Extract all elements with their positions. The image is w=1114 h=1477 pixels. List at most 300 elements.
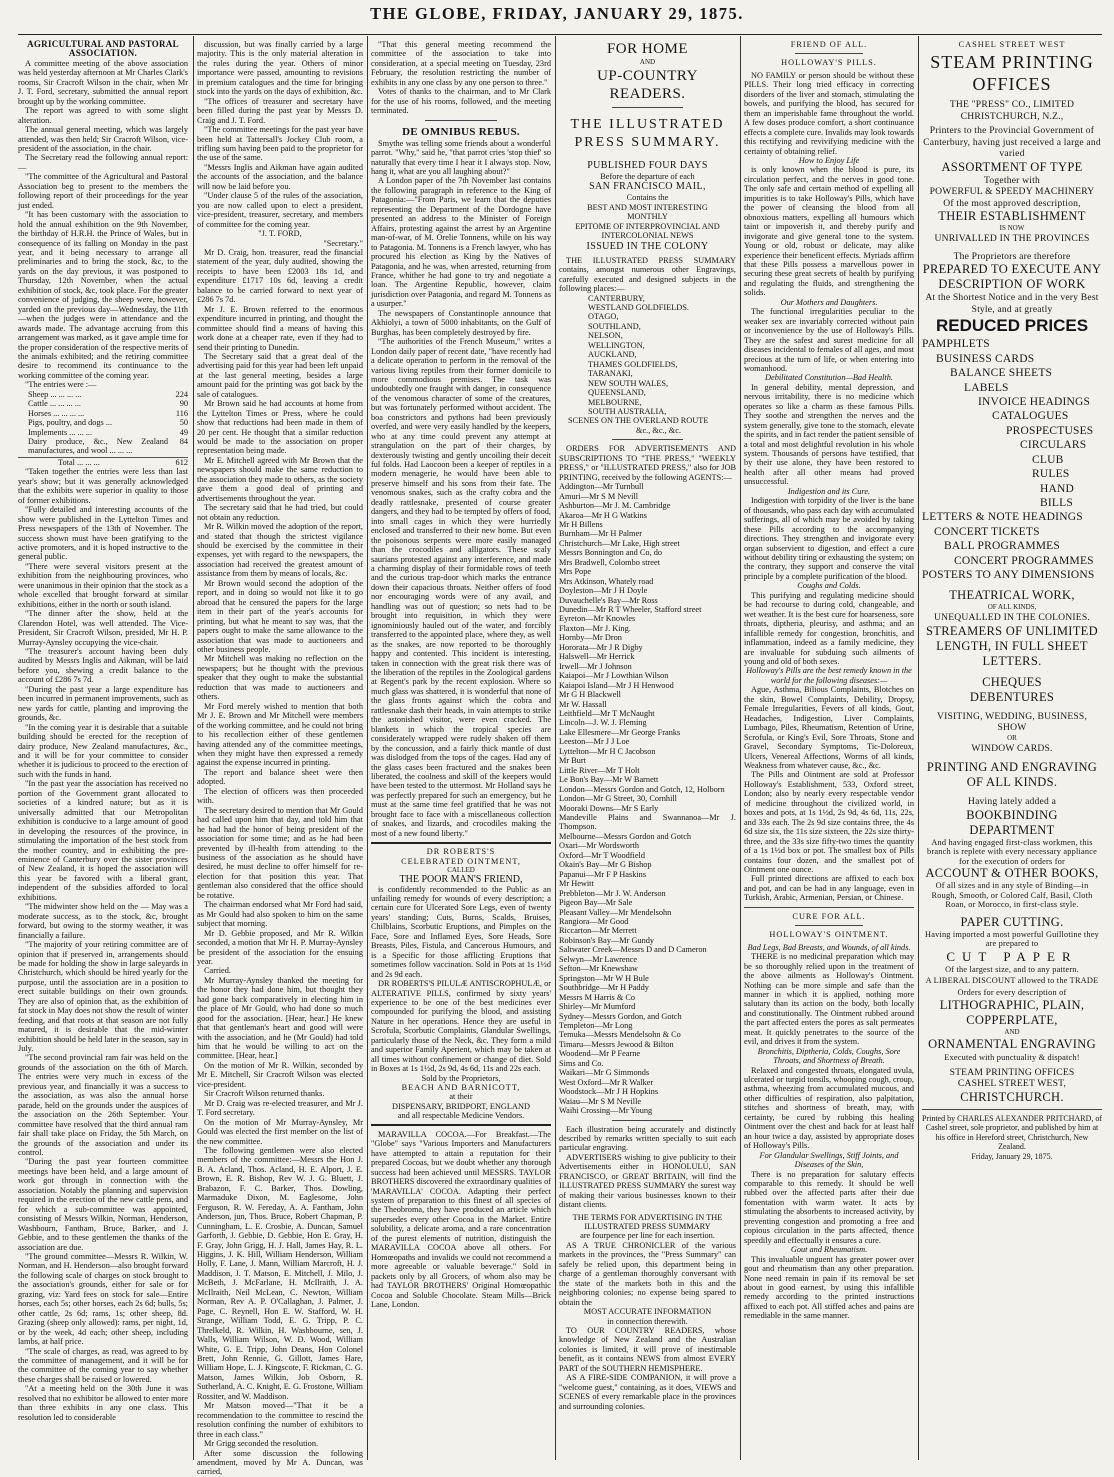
promo-line: Of the most approved description, <box>943 197 1081 209</box>
subheading: Indigestion and its Cure. <box>787 486 871 496</box>
top-rule <box>18 34 1102 35</box>
ad-line: BEACH AND BARNICOTT, <box>401 1083 521 1093</box>
place: NEW SOUTH WALES, <box>588 378 669 388</box>
ad-paragraph: DR ROBERTS'S PILULÆ ANTISCROPHULÆ, or ALTERATIVE PILLS, confirmed by sixty years' experience to be one of the best medicines ever compounded for purifying the blood, and assisting Nature in her operations. Hence they are useful in Scrofula, Scorbutic Complaints, Glandular Swellings, particularly those of the Neck, &c. They form a mild and superior Family Aperient, which may be taken at all times without confinement or change of diet. Sold in Boxes at 1s 1½d, 2s 9d, 4s 6d, 11s and 22s each. <box>371 979 551 1074</box>
agent: Okain's Bay—Mr G Bishop <box>559 860 652 870</box>
column-illustrated-press-summary <box>559 40 736 1458</box>
promo-line: Orders for every description of <box>957 987 1067 997</box>
agent: Hornby—Mr Dron <box>559 633 622 643</box>
print-item: PAMPHLETS <box>922 338 990 351</box>
promo-line: ORNAMENTAL ENGRAVING <box>928 1037 1096 1052</box>
print-item: INVOICE HEADINGS <box>978 396 1091 409</box>
agent: Halswell—Mr Herrick <box>559 652 635 662</box>
paragraph: Mr D. Craig, hon. treasurer, read the financial statement of the year, duly audited, showing the receipts to have been £2003 18s 1d, and expenditure £1717 10s 6d, leaving a credit balance to be carried forward to next year of £286 7s 7d. <box>197 247 363 305</box>
separator <box>612 1120 683 1121</box>
paragraph: The newspapers of Constantinople announce that Akhiolyi, a town of 5000 inhabitants, on the Gulf of Burghas, has been completely destroyed by fire. <box>371 308 551 337</box>
ad-line: Sold by the Proprietors, <box>421 1073 501 1083</box>
promo-line: DESCRIPTION OF WORK <box>938 277 1086 292</box>
agent: Amuri—Mr S M Nevill <box>559 491 639 501</box>
line: THE TERMS FOR ADVERTISING IN THE ILLUSTRATED PRESS SUMMARY <box>572 1212 723 1232</box>
promo-line: Having lately added a <box>967 796 1057 808</box>
paragraph: is only known when the blood is pure, its circulation perfect, and the nerves in good tone. The only safe and certain method of expelling all impurities is to take Holloway's Pills, which have the power of cleansing the blood from all obnoxious matters, expelling all humours which taint or impoverish it, and thereby purify and invigorate and give general tone to the system. Young or old, robust or delicate, may alike experience their beneficent effects. Myriads affirm that these Pills possess a marvellous power in securing these great secrets of health by purifying and regulating the fluids, and strengthening the solids. <box>744 165 914 298</box>
promo-line: The Proprietors are therefore <box>953 250 1071 262</box>
promo-line: Having imported a most powerful Guillotine they are prepared to <box>925 929 1099 949</box>
line: Contains the <box>626 193 669 203</box>
promo-line: COPPERPLATE, <box>966 1013 1058 1028</box>
column-agricultural-association <box>18 40 188 1458</box>
paragraph: "Fully detailed and interesting accounts of the show were published in the Lyttelton Times and Press newspapers of the 13th of November. The success shown must have been gratifying to the active promoters, and it is hoped instructive to the general public. <box>18 505 188 562</box>
agent: Woodend—Mr P Fearne <box>559 1049 641 1059</box>
paragraph: Mr Brown would second the adoption of the report, and in doing so would not like it to go abroad that he censured the papers for the large item in their part of the year's accounts for printing, but what he meant to say was, that the papers ought to make the same allowance to the association that was made to auctioneers and other business people. <box>197 578 363 654</box>
promo-line: STEAM PRINTING OFFICES <box>949 1066 1075 1078</box>
paragraph: Mr Grigg seconded the resolution. <box>204 1439 319 1449</box>
print-item: CATALOGUES <box>992 410 1069 423</box>
promo-line: At the Shortest Notice and in the very Best Style, and at greatly <box>925 292 1099 315</box>
agent: Melbourne—Messrs Gordon and Gotch <box>559 831 692 841</box>
subheading: Our Mothers and Daughters. <box>780 297 878 307</box>
agent: Robinson's Bay—Mr Gundy <box>559 935 655 945</box>
masthead: THE GLOBE, FRIDAY, JANUARY 29, 1875. <box>370 4 744 23</box>
paragraph: On the motion of Mr Murray-Aynsley, Mr Gould was elected the first member on the list of the new committee. <box>197 1117 363 1146</box>
entry-row: Horses ... ... ... ... 116 <box>28 408 188 418</box>
signature-title: "Secretary." <box>323 238 363 248</box>
agent: Waihi Crossing—Mr Young <box>559 1106 653 1116</box>
promo-line: BOOKBINDING DEPARTMENT <box>966 807 1058 837</box>
separator <box>795 925 863 926</box>
paragraph: "That this general meeting recommend the committee of the association to take into consideration, at a special meeting on Tuesday, 23rd February, the resolution restricting the number of exhibits in any one class by any one person to three." <box>371 40 551 87</box>
promo-line: AND <box>1004 1028 1020 1037</box>
paragraph: TO OUR COUNTRY READERS, whose knowledge of New Zealand and the Australian colonies is limited, it will prove of inestimable benefit, as it contains NEWS from almost EVERY PART of the SOUTHERN HEMISPHERE. <box>559 1326 736 1373</box>
line: MONTHLY <box>627 212 668 222</box>
agent: Lyttelton—Mr H C Jacobson <box>559 746 656 756</box>
agent: Leithfield—Mr T McNaught <box>559 709 655 719</box>
entry-row: Cattle ... ... ... ... 90 <box>28 399 188 409</box>
subheading: Gout and Rheumatism. <box>790 1245 868 1255</box>
agent: Oxford—Mr T Woodfield <box>559 850 645 860</box>
promo-line: Together with <box>983 174 1040 186</box>
ad-heading: FRIEND OF ALL. <box>790 40 868 49</box>
ad-heading: THE POOR MAN'S FRIEND, <box>399 874 523 886</box>
promo-line: Executed with punctuality & dispatch! <box>944 1053 1080 1063</box>
paragraph: The report was agreed to with some slight alteration. <box>18 106 188 125</box>
promo-line: POWERFUL & SPEEDY MACHINERY <box>929 186 1095 198</box>
ad-paragraph: is confidently recommended to the Public as an unfailing remedy for wounds of every description; a certain cure for Ulcerated Sore Legs, even of twenty years' standing; Cuts, Burns, Scalds, Bruises, Chilblains, Scorbutic Eruptions, and Pimples on the Face, Sore and Inflamed Eyes, Sore Heads, Sore Breasts, Piles, Fistula, and Cancerous Humours, and is a Specific for those afflicting Eruptions that sometimes follow vaccination. Sold in Pots at 1s 1½d and 2s 9d each. <box>371 884 551 979</box>
paragraph: "Taken together the entries were less than last year's show; but it was generally acknowledged that the exhibits were superior in quality to those of former exhibitions. <box>18 467 188 505</box>
section-title: DE OMNIBUS REBUS. <box>402 125 520 138</box>
place: SCENES ON THE OVERLAND ROUTE <box>568 416 709 426</box>
place: TARANAKI, <box>588 369 633 379</box>
agent: Pleasant Valley—Mr Mendelsohn <box>559 907 672 917</box>
address-line: CASHEL STREET WEST <box>958 40 1066 49</box>
promo-line: THEATRICAL WORK, <box>949 588 1075 603</box>
agent: Dunedin—Mr R T Wheeler, Stafford street <box>559 605 702 615</box>
line: BEST AND MOST INTERESTING <box>587 202 708 212</box>
paragraph: "In the coming year it is desirable that a suitable building should be erected for the reception of dairy produce, New Zealand manufactures, &c., and it will be for your committee to consider whether it is judicious to proceed to the erection of such with the funds in hand. <box>18 722 188 779</box>
agent: Southbridge—Mr H Paddy <box>559 983 649 993</box>
promo-line: CONCERT PROGRAMMES <box>954 554 1094 567</box>
print-item: LABELS <box>964 381 1009 394</box>
paragraph: "During the past year a large expenditure has been incurred in permanent improvements, such as new yards for cattle, planting and improving the grounds, &c. <box>18 684 188 723</box>
line: PUBLISHED FOUR DAYS <box>587 160 708 171</box>
column-steam-printing-offices <box>922 40 1102 1458</box>
paragraph: "The majority of your retiring committee are of opinion that if preserved in, arrangements should be made for holding the show in large saleyards in Christchurch, which should be hired yearly for the purpose, until the association are in a position to erect suitable buildings on their own grounds. They are also of opinion that, as the exhibition of fat stock in May does not show the result of winter feeding, and that roots at that season are not fully matured, it is desirable that the mid-winter exhibition should be held later in the season, say in July. <box>18 940 188 1054</box>
paragraph: A committee meeting of the above association was held yesterday afternoon at Mr Charles Clark's rooms, Sir Cracroft Wilson in the chair, when Mr J. T. Ford, secretary, submitted the annual report brought up by the working committee. <box>18 58 188 106</box>
paragraph: "The treasurer's account having been duly audited by Messrs Inglis and Aikman, will be laid before you, shewing a credit balance to the account of £286 7s 7d. <box>18 647 188 685</box>
agent: Kaiapoi Island—Mr J H Henwood <box>559 680 674 690</box>
agent: Burnham—Mr H Palmer <box>559 529 642 539</box>
print-item: CIRCULARS <box>1020 439 1087 452</box>
paragraph: "The ground committee—Messrs R. Wilkin, W. Norman, and H. Henderson—also brought forward the following scale of charges on stock brought to the association's grounds, either for sale or for grazing, viz: Yard fees on stock for sale—Entire horses, each 5s; other horses, each 2s 6d; bulls, 5s; other cattle, 2s 6d; rams, 1s; other sheep, 8d. Grazing (sheep only allowed): rams, per night, 1d, or by the week, 4d each; other sheep, including lambs, at half price. <box>18 1252 188 1347</box>
paragraph: This invaluable unguent has greater power over gout and rheumatism than any other preparation. None need remain in pain if its removal be set about in good earnest, by using this infallible remedy according to the printed instructions affixed to each pot. All stiffed aches and pains are remediable in the same manner. <box>744 1254 914 1321</box>
ad-heading: CELEBRATED OINTMENT, <box>401 856 521 866</box>
promo-line: Of all sizes and in any style of Binding—in Rough, Smooth, or Colored Calf, Basil, Cloth Roan, or Morocco, in first-class style. <box>931 881 1093 910</box>
promo-line: And having engaged first-class workmen, this branch is replete with every necessary appliance for the execution of orders for <box>927 837 1097 866</box>
separator <box>922 1109 1102 1110</box>
line: EPITOME OF INTERPROVINCIAL AND <box>575 221 720 231</box>
agent: Waikari—Mr G Simmonds <box>559 1068 650 1078</box>
press-summary-logo: THE ILLUSTRATED <box>570 117 725 132</box>
agent: Mr W. Hassall <box>559 699 607 709</box>
paragraph: Mr Murray-Aynsley thanked the meeting for the honor they had done him, but thought they had gone back comparatively in electing him in the place of Mr Gould, who had done so much good for the association. [Hear, hear.] He knew that that gentleman's heart and good will were with the association, and he (Mr Gould) had told him that he would be willing to act on the committee. [Hear, hear.] <box>197 975 363 1061</box>
agent: Ashburton—Mr J. M. Cambridge <box>559 501 671 511</box>
print-item: HAND BILLS <box>1040 482 1075 509</box>
paragraph: ADVERTISERS wishing to give publicity to their Advertisements either in HONOLULU, SAN FRANCISCO, or GREAT BRITAIN, will find the ILLUSTRATED PRESS SUMMARY the surest way of making their various businesses known to their distant clients. <box>559 1152 736 1210</box>
paragraph: Indigestion with torpidity of the liver is the bane of thousands, who pass each day with accumulated sufferings, all of which may be avoided by taking these Pills according to the accompanying directions. They strengthen and invigorate every organ subservient to digestion, and effect a cure without debility tiring or exhausting the system; on the contrary, they support and conserve the vital principle by a complete purification of the blood. <box>744 496 914 581</box>
print-items-list <box>922 337 1102 510</box>
agent: Akaroa—Mr H G Watkins <box>559 510 647 520</box>
paragraph: Mr Ford merely wished to mention that both Mr J. E. Brown and Mr Mitchell were members of the working committee, and he could not bring to his recollection either of these gentlemen having attended any of the committee meetings, when they might have then expressed a remedy against the expense incurred in printing. <box>197 701 363 768</box>
place: CANTERBURY, <box>588 293 645 303</box>
place: THAMES GOLDFIELDS, <box>588 359 678 369</box>
paragraph: Relaxed and congested throats, elongated uvula, ulcerated or turgid tonsils, whooping cough, croup, asthma, wheezing from accumulated mucous, and other difficulties of respiration, also palpitation, stitches and shortness of breath, may, with certainty, be cured by rubbing this healing Ointment over the chest and back for at least half an hour twice a day, assisted by appropriate doses of Holloway's Pills. <box>744 1065 914 1151</box>
paragraph: The following gentlemen were also elected members of the committee:—Messrs the Hon J. B. A. Acland, Thos. Acland, H. E. Alport, J. E. Brown, E. R. Bishop, Rev W. J. G. Bluett, J. Brabazon, F. C. Barker, Thos. Dowling, Marmaduke Dixon, M. Eaglesome, John Ferguson, R. W. Fereday, A. A. Fantham, John Anderson, jun, Thos. Bruce, Robert Chapman, P. Cunningham, L. E. Crosbie, A. Duncan, Samuel Garforth, J. Gebbie, D. Gebbie, Hon E. Gray, H. F. Gray, John Grigg, H. J. Hall, James Hay, R. L. Higgins, J. K. Hill, William Henderson, William Holly, F. Lane, J. Mann, William Marcroft, H. J. Maddison, J. T. Matson, E. Mitchell, J. Milo, J. McBeth, J. McFarlane, H. McIlraith, J. A. McIlraith, Neil McLean, C. Newton, William Norman, Rev A. P. O'Callaghan, J. Palmer, J. Page, C. Reynell, Hon E. W. Stafford, W. H. Strange, William Todd, E. G. Tripp, P. C. Threlkeld, R. Wilkin, H. Washbourne, sen, J. Walls, William Wilson, W. D. Wood, William White, G. E. Tripp, John Deans, Hon Colonel Brett, John Rennie, G. Gillott, James Hare, William Hope, L. J. Kingscote, F. Rickman, C. G. Matson, James Wilkin, Job Osborn, R. Sutherland, A. C. Knight, E. G. Frostone, William Rossiter, and W. Maddison. <box>197 1146 363 1401</box>
paragraph: A London paper of the 7th November last contains the following paragraph in reference to the King of Patagonia:—"From Paris, we learn that the deputies representing the Department of the Dordogne have presented an address to the Minister of Foreign Affairs, protesting against the arrest by an Argentine man-of-war, of M. Orelie Tonnens, while on his way to Patagonia. M. Tonnens is a French lawyer, who has procured his election as King by the Natives of Patagonia, and he was, when arrested, returning from France, whither he had gone to try and negotiate a loan. The Argentine Republic, however, claim jurisdiction over Patagonia, and regard M. Tonnens as a usurper." <box>371 176 551 309</box>
promo-line: Of the largest size, and to any pattern. <box>945 964 1079 974</box>
paragraph: "In the past year the association has received no portion of the Government grant allocated to societies of a kindred nature; but as it is universally admitted that our Metropolitan exhibition is conducive to a large amount of good in developing the resources of the province, in stimulating the importation of the best stock from the mother country, and in exhibiting the pre-eminence of Canterbury over the sister provinces of New Zealand, it is hoped the association will this year be favored with a liberal grant, independent of the subsidies afforded to local exhibitions. <box>18 779 188 902</box>
subheading: For Glandular Swellings, Stiff Joints, and Diseases of the Skin, <box>759 1150 899 1170</box>
ad-line: and all respectable Medicine Vendors. <box>397 1111 525 1121</box>
place: OTAGO, <box>588 312 619 322</box>
company-city: CHRISTCHURCH, N.Z., <box>960 110 1064 122</box>
promo-line: PAPER CUTTING. <box>960 914 1064 929</box>
paragraph: Mr D. Gebbie proposed, and Mr R. Wilkin seconded, a motion that Mr H. P. Murray-Aynsley be president of the association for the ensuing year. <box>197 928 363 966</box>
paragraph: This purifying and regulating medicine should be had recourse to during cold, changeable, and wet weather. It is the best cure for hoarseness, sore throats, diptheria, pleurisy, and asthma; and an infallible remedy for congestion, bronchitis, and inflammation, indeed as a family medicine, they are invaluable for subduing such ailments of young and old of both sexes. <box>744 590 914 666</box>
agent: Flaxton—Mr J. King. <box>559 623 631 633</box>
subheading: Coughs and Colds. <box>797 581 861 591</box>
column-divider <box>740 36 741 1460</box>
agent: Sydney—Messrs Gordon, and Gotch <box>559 1011 682 1021</box>
agent: Mr Burt <box>559 756 586 766</box>
paragraph: "The scale of charges, as read, was agreed to by the committee of management, and it will be for the committee of the coming year to say whether these charges shall be raised or lowered. <box>18 1346 188 1384</box>
promo-line: PREPARED TO EXECUTE ANY <box>922 262 1102 277</box>
promo-line: PRINTING AND ENGRAVING <box>926 760 1098 775</box>
paragraph: The Secretary read the following annual report:— <box>18 153 188 172</box>
promo-line: LITHOGRAPHIC, PLAIN, <box>939 998 1085 1013</box>
paragraph: Mr E. Mitchell agreed with Mr Brown that the newspapers should make the same reduction to the association they made to others, as the society gave them a good deal of printing and advertisements throughout the year. <box>197 455 363 503</box>
paragraph: The functional irregularities peculiar to the weaker sex are invariably corrected without pain or inconvenience by the use of Holloway's Pills. They are the safest and surest medicine for all diseases incidental to females of all ages, and most precious at the turn of life, or when entering into womanhood. <box>744 307 914 373</box>
print-item: PROSPECTUSES <box>1006 424 1094 437</box>
paragraph: NO FAMILY or person should be without these PILLS. Their long tried efficacy in correcting disorders of the liver and stomach, stimulating the bowels, and purifying the blood, has secured for them an imperishable fame throughout the world. A few doses produce comfort, a short continuance effects a complete cure. Invalids may look towards this rectifying and revivifying medicine with the certainty of obtaining relief. <box>744 70 914 156</box>
agent: Mrs Atkinson, Whately road <box>559 576 654 586</box>
agent: Leeston—Mr J J Loe <box>559 737 630 747</box>
place: WELLINGTON, <box>588 340 645 350</box>
paragraph: The Secretary said that a great deal of the advertising paid for this year had been left unpaid at the last general meeting, besides a large amount paid for the printing was got back by the sale of catalogues. <box>197 351 363 399</box>
paragraph: After some discussion the following amendment, moved by Mr A. Duncan, was carried, <box>197 1448 363 1477</box>
column-divider <box>367 36 368 1460</box>
agent: Hororata—Mr J R Digby <box>559 642 643 652</box>
entries-table <box>18 390 188 468</box>
column-de-omnibus-rebus <box>371 40 551 1458</box>
imprint-date: Friday, January 29, 1875. <box>971 1151 1053 1161</box>
promo-line: THEIR ESTABLISHMENT <box>938 209 1086 224</box>
agent: Sims and Co. <box>559 1058 604 1068</box>
paragraph: Votes of thanks to the chairman, and to Mr Clark for the use of his rooms, followed, and the meeting terminated. <box>371 87 551 116</box>
separator <box>744 907 914 908</box>
paragraph: "Messrs Inglis and Aikman have again audited the accounts of the association, and the balance will now be laid before you. <box>197 162 363 191</box>
paragraph: Carried. <box>204 966 231 976</box>
paragraph: "There were several visitors present at the exhibition from the neighbouring provinces, who were unanimous in their opinion that the stock as a whole excelled that brought forward at similar exhibitions, either in the north or south island. <box>18 561 188 609</box>
paragraph: "During the past year fourteen committee meetings have been held, and a large amount of work got through in connection with the association. Notably the planning and supervision required in the erection of the new cattle pens, and for which a sub-committee was appointed, consisting of Messrs Wilkin, Norman, Henderson, Washbourn, Fantham, Bruce, Barker, and J. Gebbie, and to these gentlemen the thanks of the association are due. <box>18 1157 188 1252</box>
paragraph: "The offices of treasurer and secretary have been filled during the past year by Messrs D. Craig and J. T. Ford. <box>197 96 363 125</box>
paragraph: Smythe was telling some friends about a wonderful parrot. "Why," said he, "that parrot cries 'stop thief' so naturally that every time I hear it I always stop. Now, hang it, what are you all laughing about?" <box>371 138 551 176</box>
separator <box>612 107 683 108</box>
print-item: BUSINESS CARDS <box>936 352 1035 365</box>
agent: Le Bon's Bay—Mr W Barnett <box>559 775 659 785</box>
agents-list <box>559 482 736 1115</box>
advertisement-dr-roberts <box>371 842 551 1126</box>
place: &c., &c., &c. <box>636 425 681 435</box>
subheading: Bad Legs, Bad Breasts, and Wounds, of all kinds. <box>747 942 911 952</box>
place: WESTLAND GOLDFIELDS. <box>588 302 689 312</box>
advertisement-maravilla-cocoa: MARAVILLA COCOA.—For Breakfast.—The "Globe" says "Various Importers and Manufacturers have attempted to attain a reputation for their prepared Cocoas, but we doubt whether any thorough success had been achieved until MESSRS. TAYLOR BROTHERS discovered the extraordinary qualities of 'MARAVILLA' COCOA. Adapting their perfect system of preparation to this finest of all species of the Theobroma, they have produced an article which supersedes every other Cocoa in the Market. Entire solubility, a delicate aroma, and a rare concentration of the purest elements of nutrition, distinguish the MARAVILLA COCOA above all others. For Homœopaths and invalids we could not recommend a more agreeable or valuable beverage." Sold in packets only by all Grocers, of whom also may be had TAYLOR BROTHERS' Original Homœopathic Cocoa and Soluble Chocolate. Steam Mills—Brick Lane, London. <box>371 1129 551 1309</box>
paragraph: The secretary desired to mention that Mr Gould had called upon him that day, and told him that he had had the honor of being president of the association for some time; and as he had been prevented by ill-health from attending to the business of the association as he should have desired, he must decline to offer himself for re-election for that position this year. That gentleman also considered that the office should be rotative. <box>197 805 363 900</box>
article-title: AGRICULTURAL AND PASTORAL ASSOCIATION. <box>27 39 179 59</box>
paragraph: AS A TRUE CHRONICLER of the various markets in the provinces, the "Press Summary" can safely be relied upon, this department being in charge of a gentleman thoroughly conversant with the state of the markets both in this and the neighboring colonies; no expense being spared to obtain the <box>559 1240 736 1307</box>
places-list <box>559 294 736 436</box>
subheading: How to Enjoy Life <box>798 155 860 165</box>
entry-total-row: Total ... ... ... 612 <box>18 457 188 467</box>
separator <box>612 439 683 440</box>
promo-line: POSTERS TO ANY DIMENSIONS <box>922 568 1095 581</box>
paragraph: Full printed directions are affixed to each box and pot, and can be had in any language, even in Turkish, Arabic, Armenian, Persian, or Chinese. <box>744 874 914 903</box>
heading-small: AND <box>639 58 656 66</box>
ad-line: DISPENSARY, BRIDPORT, ENGLAND <box>392 1101 530 1111</box>
place: MELBOURNE, <box>588 397 642 407</box>
ad-heading: HOLLOWAY'S OINTMENT. <box>769 930 889 940</box>
press-summary-logo: PRESS SUMMARY. <box>574 135 721 150</box>
promo-line: ACCOUNT & OTHER BOOKS, <box>925 866 1099 881</box>
promo-line: LENGTH, IN FULL SHEET <box>936 638 1088 653</box>
paragraph: Printers to the Provincial Government of Canterbury, having just received a large and varied <box>923 125 1101 160</box>
paragraph: Sir Cracroft Wilson returned thanks. <box>204 1089 325 1099</box>
line: INTERCOLONIAL NEWS <box>601 231 694 241</box>
column-holloways <box>744 40 914 1458</box>
ad-heading: DR ROBERTS'S <box>426 847 496 857</box>
paragraph: The secretary said that he had tried, but could not obtain any reduction. <box>197 503 363 522</box>
agent: London—Mr G Street, 30, Cornhill <box>559 794 677 804</box>
column-divider <box>555 36 556 1460</box>
paragraph: "The committee of the Agricultural and Pastoral Association beg to present to the members the following report of their proceedings for the year just ended. <box>18 172 188 210</box>
paragraph: THE ILLUSTRATED PRESS SUMMARY contains, amongst numerous other Engravings, carefully executed and designed subjects in the following places:— <box>559 255 736 294</box>
printing-offices-logo: STEAM PRINTING OFFICES <box>930 52 1094 95</box>
ad-heading: HOLLOWAY'S PILLS. <box>781 58 877 68</box>
paragraph: "The second provincial ram fair was held on the grounds of the association on the 6th of March. The entries were very much in excess of the previous year, and financially it was a success to the association, as was also the annual horse parade, held on the grounds under the auspices of the association on the 26th September. Your committee have resolved that the third annual ram fair shall take place on Friday, the 5th March, on the grounds of the association and under its control. <box>18 1053 188 1158</box>
promo-line: A LIBERAL DISCOUNT allowed to the TRADE <box>925 976 1099 986</box>
paragraph: "The authorities of the French Museum," writes a London daily paper of recent date, "have recently had a delicate operation to perform in the removal of the various living reptiles from their former domicile to more commodious premises. The task was undoubtedly one fraught with danger, in consequence of the venomous character of some of the creatures, but was fortunately performed without accident. The boa constrictors and pythons had been previously overfed, and were very easily handled by the keepers, who at any time could prevent any attempt at strangulation on the part of their charges, by dexterously twisting and gently uncoiling their deceit ful folds. Had Laocoon been a keeper of reptiles in a modern menagerie, he would have been able to preserve himself and his sons from their fate. The venomous snakes, such as the crafty cobra and the deadly rattlesnake, presented of course greater dangers, and they had to be tempted by offers of food, into small cages in which they were hurriedly enclosed and transferred to their new home. But even the poisonous serpents were more easily managed than the crocodiles and alligators. These scaly saurians protested against any interference, and made a charming display of their formidable rows of teeth and the curious trap-door which marks the entrance down their capacious throats. Neither offers of food nor encouraging words were of any avail, and handling was out of question; so nets had to be brought into requisition, in which they were ignominiously hauled out of the water, and forcibly transferred to the appointed place, where they, as well as the snakes, are now reported to be thoroughly happy and contented. This incident is interesting, taken in connection with the great risk there was of the liberation of the reptiles in the Zoological gardens at Regent's park by the recent explosion. Where so much glass was shattered, it is wonderful that none of the glass fronts against which the cobra and rattlesnake dash their heads, in vain attempts to strike the astonished visitor, were even cracked. The blankets in which the tropical species are considerately wrapped were rudely shaken off them by the concussion, and a fairly thick mantle of dust was dislodged from the tops of the cages. Had any of the glass cases been fractured and the snakes been liberated, the coolness and skill of the keepers would have been tested to the uttermost. Mr Holland says he was perfectly prepared for such an emergency, but he must at the same time feel gratified that he was not brought face to face with a miscellaneous collection of snakes, and lizards, and crocodiles making the most of a new found liberty." <box>371 337 551 838</box>
paragraph: Ague, Asthma, Bilious Complaints, Blotches on the skin, Bowel Complaints, Debility, Dropsy, Female Irregularities, Fevers of all kinds, Gout, Headaches, Indigestion, Liver Complaints, Lumbago, Piles, Rheumatism, Retention of Urine, Scrofula, or King's Evil, Sore Throats, Stone and Gravel, Secondary Symptoms, Tic-Doloreux, Ulcers, Venereal Affections, Worms of all kinds, Weakness from whatever cause, &c., &c. <box>744 685 914 770</box>
ad-heading: CURE FOR ALL. <box>792 911 866 921</box>
line: Before the departure of each <box>600 172 695 181</box>
agent: Doyleston—Mr J H Doyle <box>559 586 648 596</box>
agent: Duvauchelle's Bay—Mr Ross <box>559 595 658 605</box>
print-item: CLUB RULES <box>1032 453 1070 481</box>
agent: Springston—Mr W H Bule <box>559 973 649 983</box>
separator <box>425 120 497 121</box>
paragraph: discussion, but was finally carried by a large majority. This is the only material alteration in the rules during the year. Others of minor importance were passed, amounting to revisions in premium catalogues and the time for bringing stock into the yards on the days of exhibition, &c. <box>197 40 363 97</box>
column-divider <box>918 36 919 1460</box>
entry-row: Implements ... ... ... 49 <box>28 427 188 437</box>
agent: Little River—Mr T Holt <box>559 765 640 775</box>
place: AUCKLAND, <box>588 350 637 360</box>
agent: Papanui—Mr F P Haskins <box>559 869 647 879</box>
agent: Timaru—Messrs Jewood & Bilton <box>559 1039 674 1049</box>
print-item: BALANCE SHEETS <box>950 367 1053 380</box>
agent: Pigeon Bay—Mr Sale <box>559 898 633 908</box>
subheading: Bronchitis, Diptheria, Colds, Coughs, Sore Throats, and Shortness of Breath. <box>757 1046 901 1066</box>
line: SAN FRANCISCO MAIL, <box>589 181 706 193</box>
place: NELSON, <box>588 331 623 341</box>
agent: Shirley—Mr Mumford <box>559 1002 636 1012</box>
promo-line: UNEQUALLED IN THE COLONIES. <box>933 612 1091 624</box>
agent: Mandeville Plains and Swannanoa—Mr J. Thompson. <box>559 813 736 832</box>
paragraph: "At a meeting held on the 30th June it was resolved that no exhibitor be allowed to enter more than three exhibits in any one class. This resolution led to considerable <box>18 1384 188 1422</box>
line: are fourpence per line for each insertion. <box>580 1231 715 1241</box>
agent: Prebbleton—Mr J. W. Anderson <box>559 888 666 898</box>
column-divider <box>193 36 194 1460</box>
ad-line: at their <box>449 1092 473 1102</box>
agent: Mrs Bradwell, Colombo street <box>559 557 660 567</box>
promo-line: BALL PROGRAMMES <box>944 540 1060 553</box>
paragraph: The Pills and Ointment are sold at Professor Holloway's Establishment, 533, Oxford street, London; also by nearly every respectable vendor of medicine throughout the civilized world, in boxes and pots, at 1s 1½d, 2s 9d, 4s 6d, 11s, 22s, and 33s each. The 2s 9d size contains three, the 4s 6d size six, the 11s size sixteen, the 22s size thirty-three, and the 33s size fifty-two times the quantity of a 1s 1½d box or pot. The smallest box of Pills contains four dozen, and the smallest pot of Ointment one ounce. <box>744 770 914 874</box>
paragraph: "The dinner after the show, held at the Clarendon Hotel, was well attended. The Vice-President, Sir Cracroft Wilson, presided, Mr H. P. Murray-Aynsley occupying the vice-chair. <box>18 609 188 647</box>
promo-line: VISITING, WEDDING, BUSINESS, SHOW <box>936 710 1088 734</box>
agent: Mr G H Blackwell <box>559 690 621 700</box>
paragraph: Mr Mitchell was making no reflection on the newspapers; but he thought with the previous speaker that they ought to make the substantial reduction that was made to auctioneers and others. <box>197 654 363 702</box>
promo-line: LETTERS. <box>982 653 1042 668</box>
entry-row: Pigs, poultry, and dogs ... 50 <box>28 418 188 428</box>
heading: UP-COUNTRY READERS. <box>597 68 698 102</box>
promo-line: CHRISTCHURCH. <box>960 1089 1064 1104</box>
paragraph: Mr D. Craig was re-elected treasurer, and Mr J. T. Ford secretary. <box>197 1098 363 1118</box>
agent: Rangiora—Mr Good <box>559 916 629 926</box>
paragraph: ORDERS FOR ADVERTISEMENTS AND SUBSCRIPTIONS TO "THE PRESS," "WEEKLY PRESS," or "ILLUSTRATED PRESS," also for JOB PRINTING, received by the following AGENTS:— <box>559 444 736 482</box>
paragraph: Mr Matson moved—"That it be a recommendation to the committee to rescind the resolution confining the number of exhibitors to three in each class." <box>197 1401 363 1439</box>
agent: Riccarton—Mr Merrett <box>559 926 637 936</box>
paragraph: "Under clause 5 of the rules of the association, you are now called upon to elect a president, vice-president, treasurer, secretary, and members of committee for the coming year. <box>197 191 363 229</box>
promo-line: ASSORTMENT OF TYPE <box>941 159 1083 174</box>
place: SOUTHLAND, <box>588 321 641 331</box>
paragraph: On the motion of Mr R. Wilkin, seconded by Mr E. Mitchell, Sir Cracroft Wilson was elected vice-president. <box>197 1060 363 1089</box>
signature: "J. T. FORD, <box>258 229 302 239</box>
agent: Mr Hewitt <box>559 879 594 889</box>
promo-line: OF ALL KINDS, <box>987 603 1037 612</box>
agent: London—Messrs Gordon and Gotch, 12, Holborn <box>559 784 725 794</box>
paragraph: Mr Brown said he had accounts at home from the Lyttelton Times or Press, where he could show that reductions had been made in them of 20 per cent. He thought that a similar reduction would be made to the association on proper representation being made. <box>197 399 363 456</box>
reduced-prices: REDUCED PRICES <box>935 316 1089 336</box>
paragraph: "It has been customary with the association to hold the annual exhibition on the 9th November, the birthday of H.R.H. the Prince of Wales, but in consequence of its falling on Monday in the past year, and it being necessary to arrange all preliminaries and to bring the stock, &c, to the yards on the day previous, it was postponed to Thursday, 12th November, when the actual exhibition of stock, &c, took place. For the greater convenience of judging, the sheep were, however, yarded on the previous day—Wednesday, the 11th—when the judges were in attendance and the awards made. The advantage accruing from this arrangement was marked, as it gave ample time for the proper consideration of the respective merits of the animals exhibited; and the retiring committee desire to recommend its continuance to the working committee of the coming year. <box>18 210 188 380</box>
paragraph: "The committee meetings for the past year have been held at Tattersall's Jockey Club room, a trifling sum having been paid to the proprietor for the use of the same. <box>197 125 363 163</box>
promo-line: OR <box>1007 733 1017 742</box>
promo-line: CONCERT TICKETS <box>934 525 1040 538</box>
agent: Oxari—Mr Wordsworth <box>559 841 640 851</box>
paragraph: The election of officers was then proceeded with. <box>197 786 363 806</box>
column-association-continued <box>197 40 363 1477</box>
agent: Lake Ellesmere—Mr George Franks <box>559 727 681 737</box>
company-name: THE "PRESS" CO., LIMITED <box>949 99 1075 111</box>
paragraph: Mr J. E. Brown referred to the enormous expenditure incurred in printing, and thought the committee should find a means of having this work done at a cheaper rate, even if they had to send their printing to Dunedin. <box>197 304 363 352</box>
agent: Mr H Billens <box>559 519 603 529</box>
paragraph: There is no preparation for salutary effects comparable to this remedy. It should be well rubbed over the affected parts after their due fomentation with warm water. It acts by stimulating the absorbents to increased activity, by preventing congestion and promoting a free and copious circulation in the parts affected, thence speedily and effectually it ensures a cure. <box>744 1169 914 1245</box>
place: SOUTH AUSTRALIA, <box>588 406 667 416</box>
agent: Templeton—Mr Long <box>559 1020 633 1030</box>
place: QUEENSLAND, <box>588 388 646 398</box>
line: ISSUED IN THE COLONY <box>586 240 709 252</box>
agent: Lincoln—J. W. J. Fleming <box>559 718 647 728</box>
agent: Messrs M Harris & Co <box>559 992 636 1002</box>
imprint: Printed by CHARLES ALEXANDER PRITCHARD, of Cashel street, sole proprietor, and published by him at his office in Hereford street, Christchurch, New Zealand. <box>922 1113 1103 1152</box>
agent: Mrs Pope <box>559 567 592 577</box>
promo-line: STREAMERS OF UNLIMITED <box>926 623 1098 638</box>
promo-line: IS NOW <box>999 224 1025 233</box>
agent: Christchurch—Mr Lake, High street <box>559 538 680 548</box>
entry-row: Sheep ... ... ... ... 224 <box>28 389 188 399</box>
paragraph: The report and balance sheet were then adopted. <box>197 767 363 787</box>
subheading: Holloway's Pills are the best remedy known in the world for the following diseases:— <box>746 666 912 685</box>
agent: Mooraki Downs—Mr S Early <box>559 803 659 813</box>
paragraph: In general debility, mental depression, and nervous irritability, there is no medicine which operates so like a charm as these famous Pills. They soothe and strengthen the nerves and the system generally, give tone to the stomach, elevate the spirits, and in fact render the patient sensible of a total and most delightful revolution in his whole system. Thousands of persons have testified, that by their use alone, they have been restored to health after all other means had proved unsuccessful. <box>744 382 914 487</box>
promo-line: UNRIVALLED IN THE PROVINCES <box>934 233 1090 245</box>
paragraph: The annual general meeting, which was largely attended, was then held; Sir Cracroft Wilson, vice-president of the association, in the chair. <box>18 125 188 153</box>
promo-line: CUT PAPER <box>946 948 1078 964</box>
agent: Addington—Mr Turnbull <box>559 482 644 492</box>
paragraph: The chairman endorsed what Mr Ford had said, as Mr Gould had also spoken to him on the same subject that morning. <box>197 900 363 929</box>
paragraph: Mr R. Wilkin moved the adoption of the report, and stated that though the strictest vigilance should be exercised by the committee in their expenses, yet with regard to the newspapers, the association had received the greatest amount of assistance from them by means of locals, &c. <box>197 522 363 579</box>
entry-row: Dairy produce, &c., New Zealand manufactures, and wool ... ... ... 84 <box>28 437 188 456</box>
agent: Irwell—Mr J Johnson <box>559 661 632 671</box>
agent: Waiau—Mr S M Neville <box>559 1096 642 1106</box>
paragraph: "The entries were :— <box>25 380 97 390</box>
promo-line: CASHEL STREET WEST, <box>957 1078 1067 1090</box>
paragraph: AS A FIRE-SIDE COMPANION, it will prove a "welcome guest," containing, as it does, VIEWS and SCENES of every remarkable place in the provinces and surrounding colonies. <box>559 1373 736 1411</box>
line: in connection therewith. <box>607 1316 688 1326</box>
agent: Eyreton—Mr Knowles <box>559 614 636 624</box>
subheading: Debilitated Constitution—Bad Health. <box>765 373 893 383</box>
ad-line: CALLED <box>447 866 475 875</box>
agent: Sefton—Mr Knewshaw <box>559 964 639 974</box>
separator <box>795 53 863 54</box>
heading: FOR HOME <box>606 41 689 57</box>
promo-line: DEBENTURES <box>969 689 1055 704</box>
agent: Messrs Bonnington and Co, do <box>559 548 663 558</box>
promo-line: WINDOW CARDS. <box>971 742 1053 754</box>
paragraph: "The midwinter show held on the — May was a moderate success, as to the stock, &c, brought forward, but owing to the stormy weather, it was financially a failure. <box>18 902 188 940</box>
line: MOST ACCURATE INFORMATION <box>583 1307 712 1317</box>
agent: West Oxford—Mr R Walker <box>559 1077 654 1087</box>
paragraph: Each illustration being accurately and distinctly described by remarks written specially to suit each particular engraving. <box>559 1124 736 1153</box>
agent: Woodstock—Mr J H Hopkins <box>559 1087 659 1097</box>
agent: Selwyn—Mr Lawrence <box>559 954 638 964</box>
promo-line: CHEQUES <box>982 674 1042 689</box>
